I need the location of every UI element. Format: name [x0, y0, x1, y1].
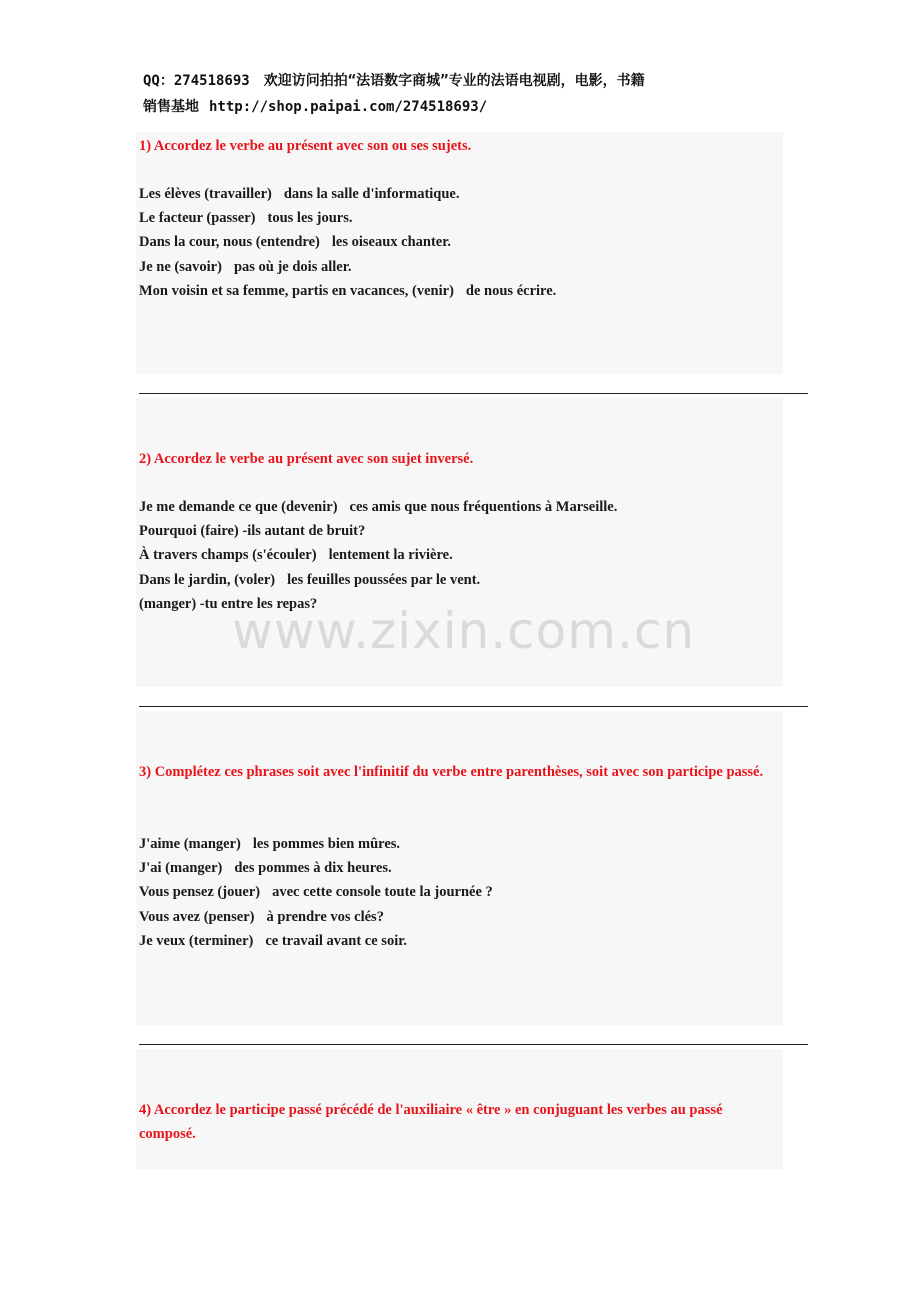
exercise-line: Je ne (savoir) pas où je dois aller. — [139, 258, 352, 275]
exercise-line: Pourquoi (faire) -ils autant de bruit? — [139, 523, 366, 540]
exercise-line: Dans le jardin, (voler) les feuilles poussées par le vent. — [139, 571, 481, 588]
exercise-title: 2) Accordez le verbe au présent avec son sujet inversé. — [139, 451, 474, 467]
exercise-section-1 — [136, 132, 783, 374]
exercise-line: Les élèves (travailler) dans la salle d'informatique. — [139, 186, 460, 202]
exercise-line: À travers champs (s'écouler) lentement la rivière. — [139, 547, 453, 564]
exercise-title: 3) Complétez ces phrases soit avec l'infinitif du verbe entre parenthèses, soit avec son participe passé. — [139, 764, 764, 780]
welcome-text: 欢迎访问拍拍“法语数字商城”专业的法语电视剧，电影，书籍 — [263, 73, 645, 89]
exercise-line: Le facteur (passer) tous les jours. — [139, 210, 353, 227]
exercise-lines — [139, 495, 775, 616]
exercise-line: Mon voisin et sa femme, partis en vacances, (venir) de nous écrire. — [139, 282, 557, 299]
exercise-section-3 — [136, 711, 783, 1025]
exercise-line: Je me demande ce que (devenir) ces amis que nous fréquentions à Marseille. — [139, 499, 618, 515]
watermark: www.zixin.com.cn — [232, 602, 696, 660]
exercise-line: J'aime (manger) les pommes bien mûres. — [139, 836, 401, 852]
exercise-title: 1) Accordez le verbe au présent avec son ou ses sujets. — [139, 138, 472, 154]
base-label: 销售基地 — [143, 99, 199, 115]
exercise-section-4 — [136, 1049, 783, 1169]
qq-label: QQ：274518693 — [143, 73, 250, 89]
divider-rule — [139, 1044, 808, 1045]
exercise-title: 4) Accordez le participe passé précédé de l'auxiliaire « être » en conjuguant les verbes au passé composé. — [139, 1102, 723, 1142]
exercise-lines — [139, 832, 775, 953]
page-header — [143, 68, 843, 120]
shop-url-link[interactable]: http://shop.paipai.com/274518693/ — [209, 99, 488, 115]
divider-rule — [139, 706, 808, 707]
exercise-line: Dans la cour, nous (entendre) les oiseaux chanter. — [139, 234, 451, 251]
exercise-line: Vous pensez (jouer) avec cette console toute la journée ? — [139, 884, 493, 901]
divider-rule — [139, 393, 808, 394]
exercise-line: Vous avez (penser) à prendre vos clés? — [139, 908, 384, 925]
exercise-line: J'ai (manger) des pommes à dix heures. — [139, 860, 392, 877]
exercise-line: Je veux (terminer) ce travail avant ce soir. — [139, 932, 407, 949]
header-line-2 — [143, 94, 843, 120]
header-line-1 — [143, 68, 843, 94]
exercise-lines — [139, 182, 775, 303]
exercise-line: (manger) -tu entre les repas? — [139, 595, 318, 612]
